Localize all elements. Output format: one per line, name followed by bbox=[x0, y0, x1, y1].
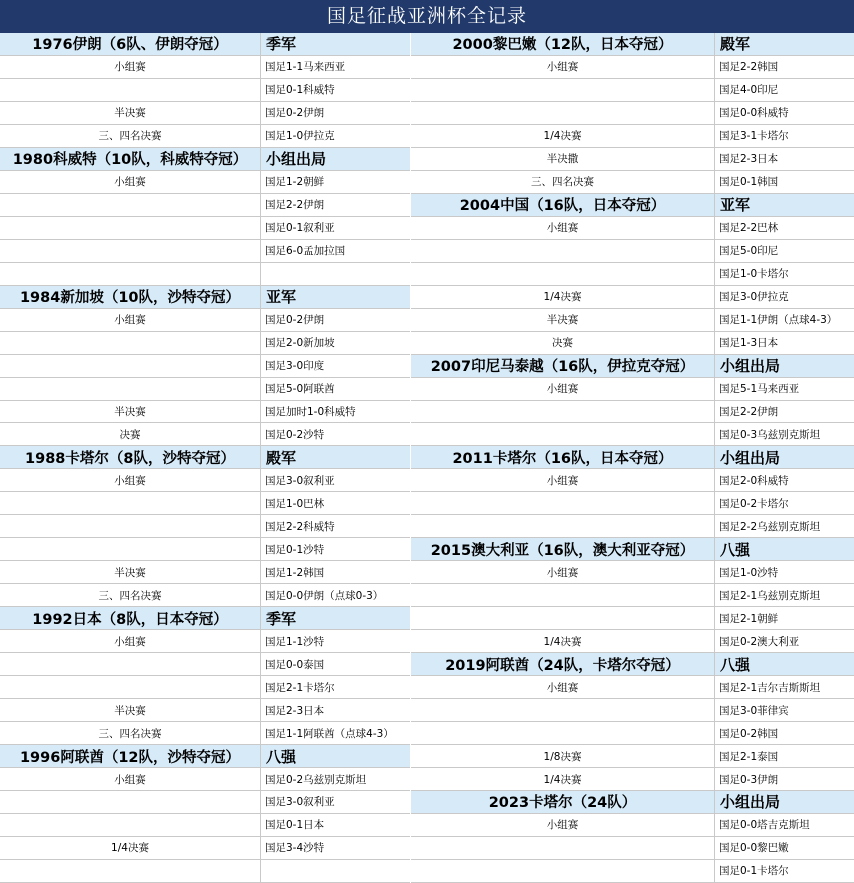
match-row bbox=[0, 56, 410, 79]
stage-cell: 1/8决赛 bbox=[411, 745, 715, 767]
match-result: 国足2-0科威特 bbox=[719, 474, 789, 487]
match-result bbox=[261, 860, 410, 882]
stage-cell: 小组赛 bbox=[411, 469, 715, 491]
match-row bbox=[411, 401, 854, 424]
match-result: 国足6-0孟加拉国 bbox=[265, 245, 346, 258]
match-result: 国足0-2伊朗 bbox=[265, 314, 325, 327]
stage-cell: 小组赛 bbox=[0, 309, 261, 331]
stage-cell: 半决赛 bbox=[411, 309, 715, 331]
tournament-name: 1980科威特（10队，科威特夺冠） bbox=[0, 148, 261, 170]
match-result: 国足2-3日本 bbox=[265, 704, 325, 717]
match-result: 国足1-0巴林 bbox=[265, 497, 325, 510]
match-result: 国足0-0科威特 bbox=[719, 107, 789, 120]
match-result: 国足1-1沙特 bbox=[265, 635, 325, 648]
match-row bbox=[411, 584, 854, 607]
match-row bbox=[411, 630, 854, 653]
match-row bbox=[411, 148, 854, 171]
tournament-header-row bbox=[0, 607, 410, 630]
tournament-finish: 季军 bbox=[261, 607, 410, 629]
match-row bbox=[0, 79, 410, 102]
tournament-header-row bbox=[411, 791, 854, 814]
match-row bbox=[411, 814, 854, 837]
match-row bbox=[0, 722, 410, 745]
stage-cell: 1/4决赛 bbox=[411, 125, 715, 147]
tournament-header-row bbox=[411, 355, 854, 378]
stage-cell: 小组赛 bbox=[411, 217, 715, 239]
match-row bbox=[411, 332, 854, 355]
tournament-finish: 亚军 bbox=[715, 194, 854, 216]
tournament-header-row bbox=[411, 194, 854, 217]
match-result: 国足3-0印度 bbox=[265, 360, 325, 373]
match-result: 国足2-2巴林 bbox=[719, 222, 779, 235]
tournament-header-row bbox=[0, 446, 410, 469]
match-row bbox=[0, 837, 410, 860]
match-row bbox=[0, 561, 410, 584]
match-result: 国足3-1卡塔尔 bbox=[719, 130, 789, 143]
match-result: 国足5-0印尼 bbox=[719, 245, 779, 258]
match-result: 国足5-1马来西亚 bbox=[719, 383, 800, 396]
stage-cell bbox=[411, 699, 715, 721]
match-row bbox=[411, 309, 854, 332]
tournament-header-row bbox=[0, 745, 410, 768]
stage-cell: 决赛 bbox=[0, 423, 261, 445]
match-row bbox=[0, 309, 410, 332]
stage-cell bbox=[0, 79, 261, 101]
stage-cell: 半决赛 bbox=[0, 102, 261, 124]
stage-cell: 1/4决赛 bbox=[411, 630, 715, 652]
tournament-finish: 八强 bbox=[715, 538, 854, 560]
match-result: 国足2-1吉尔吉斯斯坦 bbox=[719, 681, 821, 694]
match-result: 国足1-2韩国 bbox=[265, 566, 325, 579]
tournament-header-row bbox=[411, 538, 854, 561]
match-row bbox=[0, 378, 410, 401]
tournament-finish: 小组出局 bbox=[261, 148, 410, 170]
tournament-header-row bbox=[411, 446, 854, 469]
tournament-name: 1984新加坡（10队，沙特夺冠） bbox=[0, 286, 261, 308]
match-row bbox=[0, 102, 410, 125]
tournament-name: 2007印尼马泰越（16队，伊拉克夺冠） bbox=[411, 355, 715, 377]
match-row bbox=[0, 401, 410, 424]
match-result: 国足2-1泰国 bbox=[719, 750, 779, 763]
stage-cell: 1/4决赛 bbox=[411, 286, 715, 308]
tournament-finish: 八强 bbox=[715, 653, 854, 675]
match-result: 国足1-0伊拉克 bbox=[265, 130, 335, 143]
stage-cell bbox=[411, 607, 715, 629]
match-row bbox=[0, 538, 410, 561]
match-row bbox=[0, 217, 410, 240]
match-row bbox=[0, 355, 410, 378]
match-result: 国足0-2澳大利亚 bbox=[719, 635, 800, 648]
match-row bbox=[0, 423, 410, 446]
match-row bbox=[411, 263, 854, 286]
stage-cell: 小组赛 bbox=[0, 56, 261, 78]
match-row bbox=[411, 837, 854, 860]
tournament-name: 1976伊朗（6队、伊朗夺冠） bbox=[0, 33, 261, 55]
match-row bbox=[411, 607, 854, 630]
match-row bbox=[0, 699, 410, 722]
stage-cell: 小组赛 bbox=[0, 768, 261, 790]
match-row bbox=[411, 469, 854, 492]
match-row bbox=[411, 492, 854, 515]
stage-cell bbox=[0, 378, 261, 400]
tournament-finish: 季军 bbox=[261, 33, 410, 55]
match-row bbox=[0, 676, 410, 699]
stage-cell: 半决赛 bbox=[0, 561, 261, 583]
stage-cell: 小组赛 bbox=[411, 676, 715, 698]
match-row bbox=[411, 102, 854, 125]
match-result: 国足0-1沙特 bbox=[265, 543, 325, 556]
match-result: 国足0-1日本 bbox=[265, 819, 325, 832]
tournament-finish: 亚军 bbox=[261, 286, 410, 308]
tournament-name: 1996阿联酋（12队，沙特夺冠） bbox=[0, 745, 261, 767]
stage-cell: 小组赛 bbox=[0, 630, 261, 652]
match-row bbox=[0, 469, 410, 492]
match-result: 国足3-0叙利亚 bbox=[265, 796, 335, 809]
match-result: 国足0-1科威特 bbox=[265, 84, 335, 97]
match-row bbox=[0, 332, 410, 355]
match-row bbox=[0, 125, 410, 148]
match-result: 国足3-0伊拉克 bbox=[719, 291, 789, 304]
match-row bbox=[411, 240, 854, 263]
stage-cell bbox=[0, 240, 261, 262]
match-row bbox=[0, 768, 410, 791]
match-row bbox=[411, 286, 854, 309]
match-row bbox=[411, 378, 854, 401]
match-result: 国足2-1朝鲜 bbox=[719, 612, 779, 625]
match-result: 国足0-1卡塔尔 bbox=[719, 865, 789, 878]
match-row bbox=[0, 194, 410, 217]
stage-cell bbox=[411, 102, 715, 124]
match-result: 国足1-1伊朗（点球4-3） bbox=[719, 314, 838, 327]
stage-cell bbox=[0, 538, 261, 560]
stage-cell: 小组赛 bbox=[0, 171, 261, 193]
stage-cell bbox=[0, 217, 261, 239]
stage-cell: 小组赛 bbox=[0, 469, 261, 491]
stage-cell: 半决赛 bbox=[0, 401, 261, 423]
match-result: 国足4-0印尼 bbox=[719, 84, 779, 97]
match-result: 国足2-2乌兹别克斯坦 bbox=[719, 520, 821, 533]
match-result bbox=[261, 263, 410, 285]
match-row bbox=[411, 722, 854, 745]
match-row bbox=[411, 79, 854, 102]
stage-cell bbox=[0, 355, 261, 377]
stage-cell: 小组赛 bbox=[411, 56, 715, 78]
tournament-name: 2019阿联酋（24队，卡塔尔夺冠） bbox=[411, 653, 715, 675]
stage-cell bbox=[411, 584, 715, 606]
stage-cell bbox=[411, 860, 715, 882]
match-row bbox=[0, 263, 410, 286]
stage-cell: 半决撒 bbox=[411, 148, 715, 170]
stage-cell: 1/4决赛 bbox=[0, 837, 261, 859]
match-result: 国足2-2伊朗 bbox=[719, 406, 779, 418]
match-row bbox=[411, 860, 854, 883]
tournament-name: 2000黎巴嫩（12队，日本夺冠） bbox=[411, 33, 715, 55]
stage-cell bbox=[0, 332, 261, 354]
tournament-finish: 殿军 bbox=[715, 33, 854, 55]
tournament-finish: 八强 bbox=[261, 745, 410, 767]
match-row bbox=[411, 217, 854, 240]
match-result: 国足0-1韩国 bbox=[719, 176, 779, 189]
match-result: 国足2-1卡塔尔 bbox=[265, 681, 335, 694]
stage-cell bbox=[0, 515, 261, 537]
match-row bbox=[0, 814, 410, 837]
stage-cell bbox=[0, 814, 261, 836]
match-row bbox=[411, 125, 854, 148]
match-row bbox=[0, 492, 410, 515]
match-result: 国足0-0黎巴嫩 bbox=[719, 842, 789, 855]
tournament-finish: 小组出局 bbox=[715, 446, 854, 468]
match-result: 国足1-3日本 bbox=[719, 337, 779, 350]
tournament-header-row bbox=[411, 653, 854, 676]
match-result: 国足1-1阿联酋（点球4-3） bbox=[265, 727, 394, 740]
match-result: 国足0-0伊朗（点球0-3） bbox=[265, 589, 384, 602]
stage-cell bbox=[411, 79, 715, 101]
match-row bbox=[0, 630, 410, 653]
match-result: 国足0-3伊朗 bbox=[719, 773, 779, 786]
match-row bbox=[411, 171, 854, 194]
match-result: 国足0-0塔吉克斯坦 bbox=[719, 819, 810, 832]
stage-cell: 1/4决赛 bbox=[411, 768, 715, 790]
match-result: 国足0-0泰国 bbox=[265, 658, 325, 671]
sheet-title: 国足征战亚洲杯全记录 bbox=[0, 0, 854, 33]
tournament-name: 1992日本（8队，日本夺冠） bbox=[0, 607, 261, 629]
match-result: 国足3-0菲律宾 bbox=[719, 704, 789, 717]
stage-cell bbox=[411, 492, 715, 514]
stage-cell bbox=[411, 423, 715, 445]
match-row bbox=[411, 676, 854, 699]
stage-cell bbox=[411, 240, 715, 262]
tournament-finish: 小组出局 bbox=[715, 791, 854, 813]
tournament-name: 2023卡塔尔（24队） bbox=[411, 791, 715, 813]
stage-cell: 三、四名决赛 bbox=[0, 722, 261, 744]
stage-cell bbox=[0, 492, 261, 514]
match-result: 国足0-2韩国 bbox=[719, 727, 779, 740]
tournament-name: 1988卡塔尔（8队，沙特夺冠） bbox=[0, 446, 261, 468]
stage-cell bbox=[0, 194, 261, 216]
match-result: 国足2-2韩国 bbox=[719, 61, 779, 74]
tournament-header-row bbox=[0, 33, 410, 56]
stage-cell: 三、四名决赛 bbox=[411, 171, 715, 193]
match-result: 国足加时1-0科威特 bbox=[265, 406, 356, 418]
tournament-name: 2015澳大利亚（16队，澳大利亚夺冠） bbox=[411, 538, 715, 560]
stage-cell bbox=[0, 653, 261, 675]
match-result: 国足0-2伊朗 bbox=[265, 107, 325, 120]
tournament-header-row bbox=[0, 148, 410, 171]
tournament-name: 2011卡塔尔（16队，日本夺冠） bbox=[411, 446, 715, 468]
stage-cell bbox=[0, 791, 261, 813]
tournament-header-row bbox=[0, 286, 410, 309]
stage-cell bbox=[0, 263, 261, 285]
match-row bbox=[0, 791, 410, 814]
match-row bbox=[0, 515, 410, 538]
stage-cell bbox=[411, 515, 715, 537]
match-result: 国足1-0卡塔尔 bbox=[719, 268, 789, 281]
match-row bbox=[0, 584, 410, 607]
match-result: 国足0-2乌兹别克斯坦 bbox=[265, 773, 367, 786]
match-row bbox=[0, 860, 410, 883]
match-result: 国足3-0叙利亚 bbox=[265, 474, 335, 487]
stage-cell: 三、四名决赛 bbox=[0, 584, 261, 606]
match-result: 国足5-0阿联酋 bbox=[265, 383, 335, 396]
tournament-finish: 小组出局 bbox=[715, 355, 854, 377]
stage-cell: 小组赛 bbox=[411, 378, 715, 400]
match-row bbox=[411, 515, 854, 538]
match-result: 国足2-0新加坡 bbox=[265, 337, 335, 350]
stage-cell: 三、四名决赛 bbox=[0, 125, 261, 147]
tournament-finish: 殿军 bbox=[261, 446, 410, 468]
match-result: 国足0-1叙利亚 bbox=[265, 222, 335, 235]
match-result: 国足0-2卡塔尔 bbox=[719, 497, 789, 510]
stage-cell: 半决赛 bbox=[0, 699, 261, 721]
match-result: 国足0-3乌兹别克斯坦 bbox=[719, 428, 821, 441]
match-row bbox=[411, 745, 854, 768]
stage-cell bbox=[411, 722, 715, 744]
match-result: 国足3-4沙特 bbox=[265, 842, 325, 855]
tournament-header-row bbox=[411, 33, 854, 56]
match-result: 国足1-1马来西亚 bbox=[265, 61, 346, 74]
match-row bbox=[411, 768, 854, 791]
match-row bbox=[0, 240, 410, 263]
match-result: 国足1-2朝鲜 bbox=[265, 176, 325, 189]
match-result: 国足1-0沙特 bbox=[719, 566, 779, 579]
match-result: 国足0-2沙特 bbox=[265, 428, 325, 441]
stage-cell bbox=[411, 401, 715, 423]
stage-cell bbox=[0, 676, 261, 698]
match-result: 国足2-2科威特 bbox=[265, 520, 335, 533]
stage-cell bbox=[0, 860, 261, 882]
stage-cell: 小组赛 bbox=[411, 561, 715, 583]
stage-cell bbox=[411, 263, 715, 285]
tournament-name: 2004中国（16队，日本夺冠） bbox=[411, 194, 715, 216]
match-result: 国足2-1乌兹别克斯坦 bbox=[719, 589, 821, 602]
match-row bbox=[411, 423, 854, 446]
match-result: 国足2-3日本 bbox=[719, 153, 779, 166]
match-row bbox=[411, 561, 854, 584]
match-row bbox=[0, 653, 410, 676]
stage-cell: 小组赛 bbox=[411, 814, 715, 836]
match-row bbox=[411, 699, 854, 722]
stage-cell bbox=[411, 837, 715, 859]
match-row bbox=[0, 171, 410, 194]
stage-cell: 决赛 bbox=[411, 332, 715, 354]
match-row bbox=[411, 56, 854, 79]
match-result: 国足2-2伊朗 bbox=[265, 199, 325, 212]
